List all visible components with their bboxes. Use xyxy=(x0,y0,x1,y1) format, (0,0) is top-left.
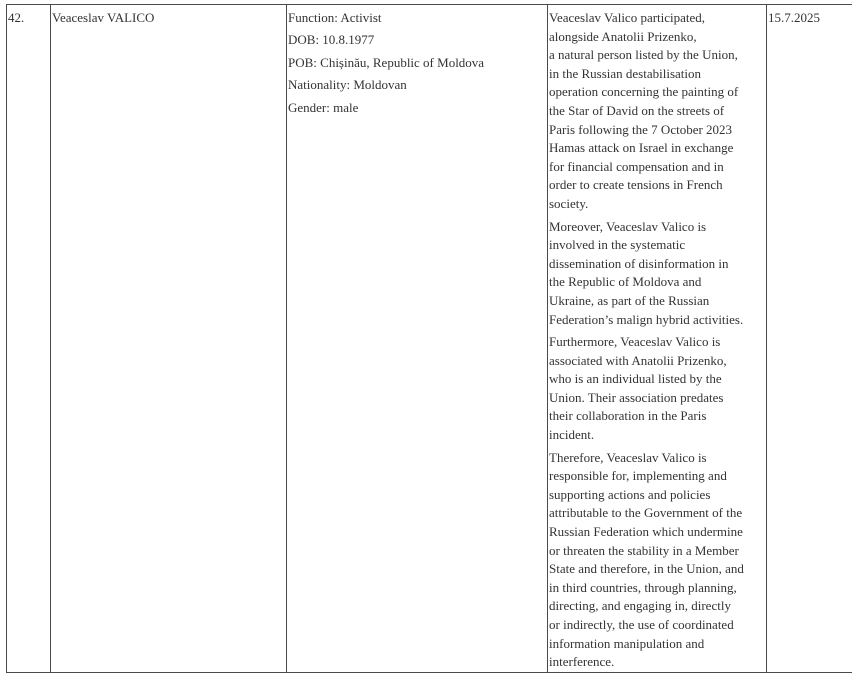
reasons-line: supporting actions and policies xyxy=(549,486,711,502)
reasons-line: incident. xyxy=(549,427,595,443)
reasons-line: or indirectly, the use of coordinated xyxy=(549,617,734,632)
sanctions-table xyxy=(6,4,852,673)
dob-line: DOB: 10.8.1977 xyxy=(288,32,375,48)
reasons-line: Furthermore, Veaceslav Valico is xyxy=(549,334,721,350)
gender-line: Gender: male xyxy=(288,99,359,115)
entry-number-cell xyxy=(7,5,51,673)
date-of-listing: 15.7.2025 xyxy=(768,10,820,25)
reasons-line: Federation’s malign hybrid activities. xyxy=(549,311,744,327)
reasons-line: attributable to the Government of the xyxy=(549,505,743,521)
reasons-line: responsible for, implementing and xyxy=(549,468,727,484)
reasons-line: Hamas attack on Israel in exchange xyxy=(549,140,734,156)
reasons-line: society. xyxy=(549,195,589,211)
identifying-info-cell xyxy=(287,5,548,673)
reasons-line: dissemination of disinformation in xyxy=(549,255,729,271)
reasons-line: their collaboration in the Paris xyxy=(549,408,707,424)
reasons-line: Union. Their association predates xyxy=(549,389,724,405)
reasons-line: Ukraine, as part of the Russian xyxy=(549,292,710,308)
reasons-paragraph xyxy=(549,9,765,214)
reasons-line: in third countries, through planning, xyxy=(549,579,737,595)
person-name: Veaceslav VALICO xyxy=(52,10,155,25)
reasons-line: Therefore, Veaceslav Valico is xyxy=(549,449,707,465)
reasons-cell xyxy=(548,5,767,673)
reasons-line: who is an individual listed by the xyxy=(549,371,722,387)
function-line: Function: Activist xyxy=(288,10,382,25)
reasons-line: directing, and engaging in, directly xyxy=(549,598,731,614)
reasons-paragraph xyxy=(549,449,765,672)
pob-line: POB: Chișinău, Republic of Moldova xyxy=(288,54,485,70)
reasons-line: a natural person listed by the Union, xyxy=(549,47,738,63)
reasons-line: the Star of David on the streets of xyxy=(549,102,725,118)
date-of-listing-cell xyxy=(767,5,852,673)
reasons-line: operation concerning the painting of xyxy=(549,84,739,100)
table-row xyxy=(7,5,852,673)
reasons-line: or threaten the stability in a Member xyxy=(549,542,739,558)
name-cell xyxy=(51,5,287,673)
reasons-line: State and therefore, in the Union, and xyxy=(549,561,744,577)
reasons-line: information manipulation and xyxy=(549,635,705,651)
reasons-paragraph xyxy=(549,333,765,445)
reasons-line: Veaceslav Valico participated, xyxy=(549,10,706,25)
reasons-paragraph xyxy=(549,218,765,330)
reasons-line: alongside Anatolii Prizenko, xyxy=(549,28,697,44)
reasons-line: Paris following the 7 October 2023 xyxy=(549,121,733,137)
reasons-line: for financial compensation and in xyxy=(549,158,724,174)
reasons-line: associated with Anatolii Prizenko, xyxy=(549,352,727,368)
reasons-line: the Republic of Moldova and xyxy=(549,274,702,290)
reasons-line: Moreover, Veaceslav Valico is xyxy=(549,218,707,234)
entry-number: 42. xyxy=(8,10,25,25)
reasons-line: involved in the systematic xyxy=(549,237,686,253)
nationality-line: Nationality: Moldovan xyxy=(288,77,407,93)
reasons-line: order to create tensions in French xyxy=(549,177,723,193)
reasons-line: Russian Federation which undermine xyxy=(549,524,743,540)
reasons-line: in the Russian destabilisation xyxy=(549,65,702,81)
reasons-line: interference. xyxy=(549,654,615,670)
